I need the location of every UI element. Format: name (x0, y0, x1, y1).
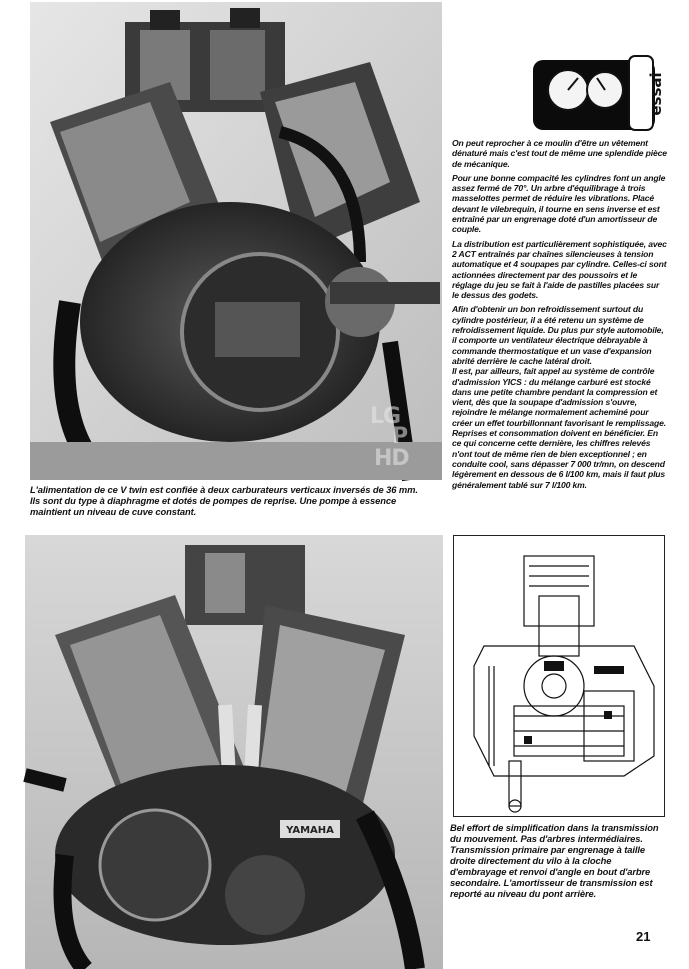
watermark-line-2: P (392, 424, 408, 449)
article-text (452, 138, 668, 494)
article-paragraph-2: Pour une bonne compacité les cylindres font un angle assez fermé de 70°. Un arbre d'équilibrage à trois masselottes permet de réduire les vibrations. Placé devant le vilebrequin, il tourne en sens inverse et est entraîné par un engrenage doté d'un amortisseur de couple. (452, 172, 666, 235)
article-paragraph-5: Il est, par ailleurs, fait appel au système de contrôle d'admission YICS : du mélange carburé est stocké dans une petite chambre pendant la compression et vient, dès que la soupape d'admission s'ouvre, rejoindre le mélange normalement acheminé pour créer un effet tourbillonnant favorisant le remplissage. Reprises et consommation doivent en bénéficier. En ce qui concerne cette dernière, les chiffres relevés n'ont tout de même rien de bien exceptionnel ; en conduite cool, sans dépasser 7 000 tr/mn, on descend légèrement en dessous de 6 l/100 km, mais il faut plus généralement tablé sur 7 l/100 km. (452, 366, 666, 490)
article-paragraph-3: La distribution est particulièrement sophistiquée, avec 2 ACT entraînés par chaînes silencieuses à tension automatique et 4 soupapes par cylindre. Celles-ci sont actionnées directement par des poussoirs et le réglage du jeu se fait à l'aide de pastilles placées sur le dessus des godets. (452, 238, 667, 301)
essai-logo (533, 54, 665, 134)
watermark-line-1: LG (370, 404, 401, 429)
watermark (352, 404, 436, 474)
article-paragraph-4: Afin d'obtenir un bon refroidissement surtout du cylindre postérieur, il a été retenu un système de refroidissement liquide. Du plus pur style automobile, il comporte un ventilateur électrique débrayable à commande thermostatique et un vase d'expansion abrité derrière le cache latéral droit. (452, 304, 664, 366)
yamaha-brand-label: YAMAHA (286, 825, 334, 836)
speedometer-icon (533, 54, 665, 134)
engine-photo-bottom-drawing (25, 535, 443, 969)
diagram-caption-text: Bel effort de simplification dans la transmission du mouvement. Pas d'arbres intermédiaires. Transmission primaire par engrenage à taille droite directement du vilo à la cloche d'embrayage et renvoi d'angle en bout d'arbre secondaire. L'amortisseur de transmission est reporté au niveau du pont arrière. (450, 822, 659, 899)
engine-photo-bottom (25, 535, 443, 969)
transmission-diagram-drawing (454, 536, 664, 816)
photo-top-caption: L'alimentation de ce V twin est confiée à deux carburateurs verticaux inversés de 36 mm. Ils sont du type à diaphragme et dotés de pompes de reprise. Une pompe à essence maintient un niveau de cuve constant. (30, 484, 418, 517)
page-number: 21 (636, 929, 651, 944)
watermark-line-3: HD (374, 446, 409, 471)
article-paragraph-1: On peut reprocher à ce moulin d'être un vêtement dénaturé mais c'est tout de même une splendide pièce de mécanique. (452, 138, 667, 169)
diagram-caption (450, 822, 664, 899)
essai-logo-text: essai (647, 72, 665, 116)
transmission-diagram (453, 535, 665, 817)
